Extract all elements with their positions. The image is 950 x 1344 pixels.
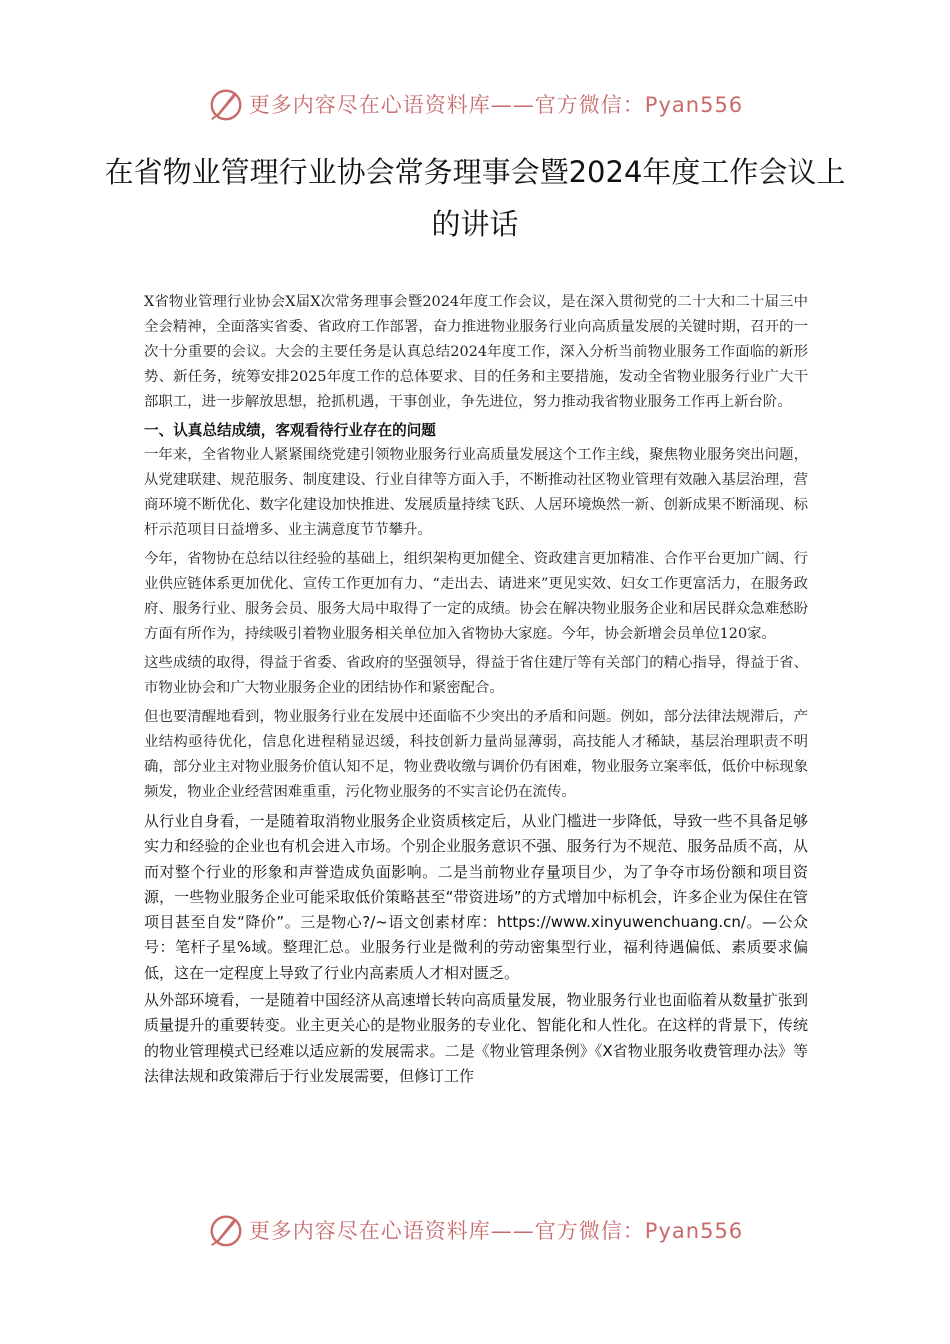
section-heading: 一、认真总结成绩，客观看待行业存在的问题	[144, 422, 436, 439]
watermark-text: 更多内容尽在心语资料库——官方微信：Pyan556	[248, 1219, 744, 1243]
paragraph: 今年，省物协在总结以往经验的基础上，组织架构更加健全、资政建言更加精准、合作平台更加广阔、行业供应链体系更加优化、宣传工作更加有力、“走出去、请进来”更见实效、妇女工作更富活力，在服务政府、服务行业、服务会员、服务大局中取得了一定的成绩。协会在解决物业服务企业和居民群众急难愁盼方面有所作为，持续吸引着物业服务相关单位加入省物协大家庭。今年，协会新增会员单位120家。	[144, 551, 808, 642]
watermark-text: 更多内容尽在心语资料库——官方微信：Pyan556	[248, 93, 744, 117]
header-watermark	[0, 82, 950, 126]
document-body	[144, 290, 808, 1091]
quill-logo-icon	[207, 1211, 245, 1249]
paragraph: 从外部环境看，一是随着中国经济从高速增长转向高质量发展，物业服务行业也面临着从数量扩张到质量提升的重要转变。业主更关心的是物业服务的专业化、智能化和人性化。在这样的背景下，传统的物业管理模式已经难以适应新的发展需求。二是《物业管理条例》《X省物业服务收费管理办法》等法律法规和政策滞后于行业发展需要，但修订工作	[144, 991, 808, 1085]
footer-watermark	[0, 1208, 950, 1252]
paragraph: X省物业管理行业协会X届X次常务理事会暨2024年度工作会议，是在深入贯彻党的二十大和二十届三中全会精神，全面落实省委、省政府工作部署，奋力推进物业服务行业向高质量发展的关键时期，召开的一次十分重要的会议。大会的主要任务是认真总结2024年度工作，深入分析当前物业服务工作面临的新形势、新任务，统筹安排2025年度工作的总体要求、目的任务和主要措施，发动全省物业服务行业广大干部职工，进一步解放思想，抢抓机遇，干事创业，争先进位，努力推动我省物业服务工作再上新台阶。	[144, 294, 808, 410]
paragraph: 但也要清醒地看到，物业服务行业在发展中还面临不少突出的矛盾和问题。例如，部分法律法规滞后，产业结构亟待优化，信息化进程稍显迟缓，科技创新力量尚显薄弱，高技能人才稀缺，基层治理职责不明确，部分业主对物业服务价值认知不足，物业费收缴与调价仍有困难，物业服务立案率低，低价中标现象频发，物业企业经营困难重重，污化物业服务的不实言论仍在流传。	[144, 709, 808, 800]
page-title: 在省物业管理行业协会常务理事会暨2024年度工作会议上的讲话	[104, 155, 846, 241]
paragraph: 从行业自身看，一是随着取消物业服务企业资质核定后，从业门槛进一步降低，导致一些不具备足够实力和经验的企业也有机会进入市场。个别企业服务意识不强、服务行为不规范、服务品质不高，从而对整个行业的形象和声誉造成负面影响。二是当前物业存量项目少，为了争夺市场份额和项目资源，一些物业服务企业可能采取低价策略甚至“带资进场”的方式增加中标机会，许多企业为保住在管项目甚至自发“降价”。三是物心?/~语文创素材库：https://www.xinyuwenchuang.cn/。—公众号：笔杆子星%域。整理汇总。业服务行业是微利的劳动密集型行业，福利待遇偏低、素质要求偏低，这在一定程度上导致了行业内高素质人才相对匮乏。	[144, 812, 808, 982]
quill-logo-icon	[207, 85, 245, 123]
paragraph: 这些成绩的取得，得益于省委、省政府的坚强领导，得益于省住建厅等有关部门的精心指导，得益于省、市物业协会和广大物业服务企业的团结协作和紧密配合。	[144, 655, 808, 696]
paragraph: 一年来，全省物业人紧紧围绕党建引领物业服务行业高质量发展这个工作主线，聚焦物业服务突出问题，从党建联建、规范服务、制度建设、行业自律等方面入手，不断推动社区物业管理有效融入基层治理，营商环境不断优化、数字化建设加快推进、发展质量持续飞跃、人居环境焕然一新、创新成果不断涌现、标杆示范项目日益增多、业主满意度节节攀升。	[144, 447, 808, 538]
